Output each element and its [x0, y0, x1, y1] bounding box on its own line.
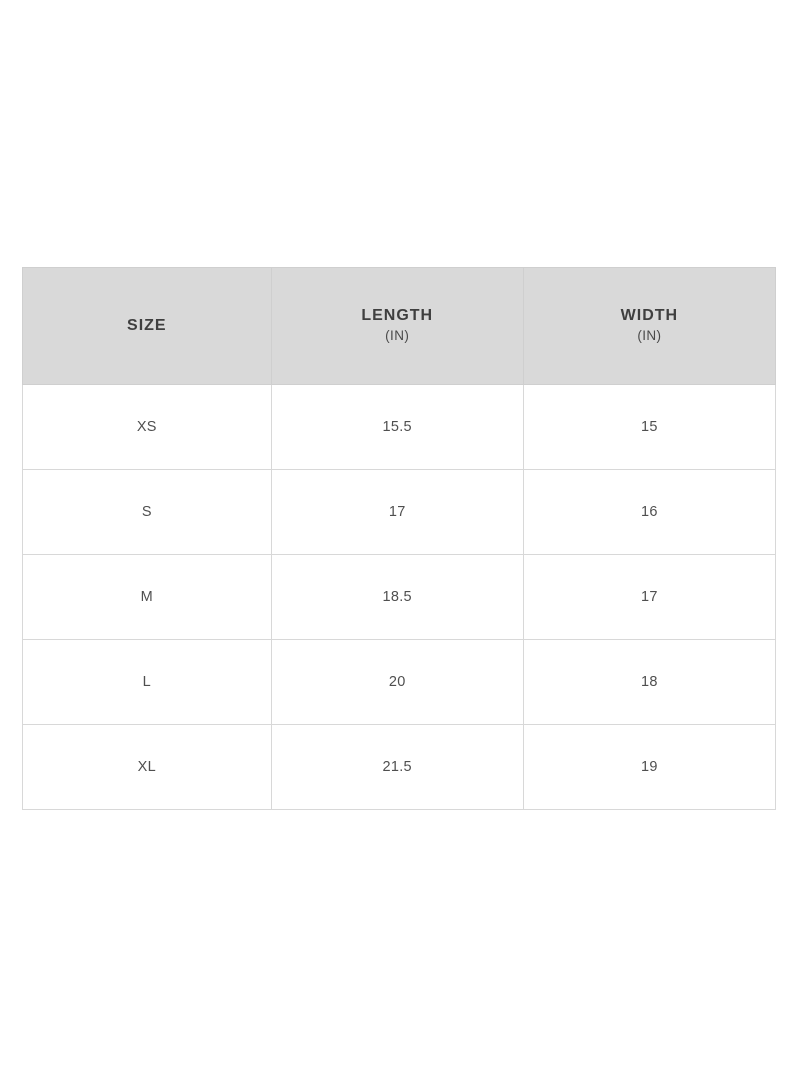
size-chart-body: [23, 385, 776, 810]
size-chart-header: [23, 268, 776, 385]
cell-width: 17: [523, 555, 775, 640]
column-header-width: [523, 268, 775, 385]
cell-length: 21.5: [271, 725, 523, 810]
cell-size: XS: [23, 385, 272, 470]
size-chart-table: [22, 267, 776, 810]
cell-size: L: [23, 640, 272, 725]
table-row: [23, 385, 776, 470]
column-header-length: [271, 268, 523, 385]
cell-length: 17: [271, 470, 523, 555]
size-chart-container: [22, 267, 776, 810]
column-header-length-unit: (IN): [385, 327, 410, 343]
cell-length: 15.5: [271, 385, 523, 470]
column-header-length-label: LENGTH: [361, 306, 434, 324]
cell-size: S: [23, 470, 272, 555]
column-header-width-label: WIDTH: [620, 306, 679, 324]
cell-width: 15: [523, 385, 775, 470]
column-header-size-label: SIZE: [127, 317, 167, 334]
table-row: [23, 725, 776, 810]
table-row: [23, 470, 776, 555]
cell-width: 16: [523, 470, 775, 555]
cell-length: 18.5: [271, 555, 523, 640]
table-row: [23, 640, 776, 725]
cell-size: XL: [23, 725, 272, 810]
table-row: [23, 555, 776, 640]
header-row: [23, 268, 776, 385]
column-header-size: [23, 268, 272, 385]
cell-length: 20: [271, 640, 523, 725]
cell-width: 19: [523, 725, 775, 810]
column-header-width-unit: (IN): [637, 327, 662, 343]
cell-width: 18: [523, 640, 775, 725]
cell-size: M: [23, 555, 272, 640]
